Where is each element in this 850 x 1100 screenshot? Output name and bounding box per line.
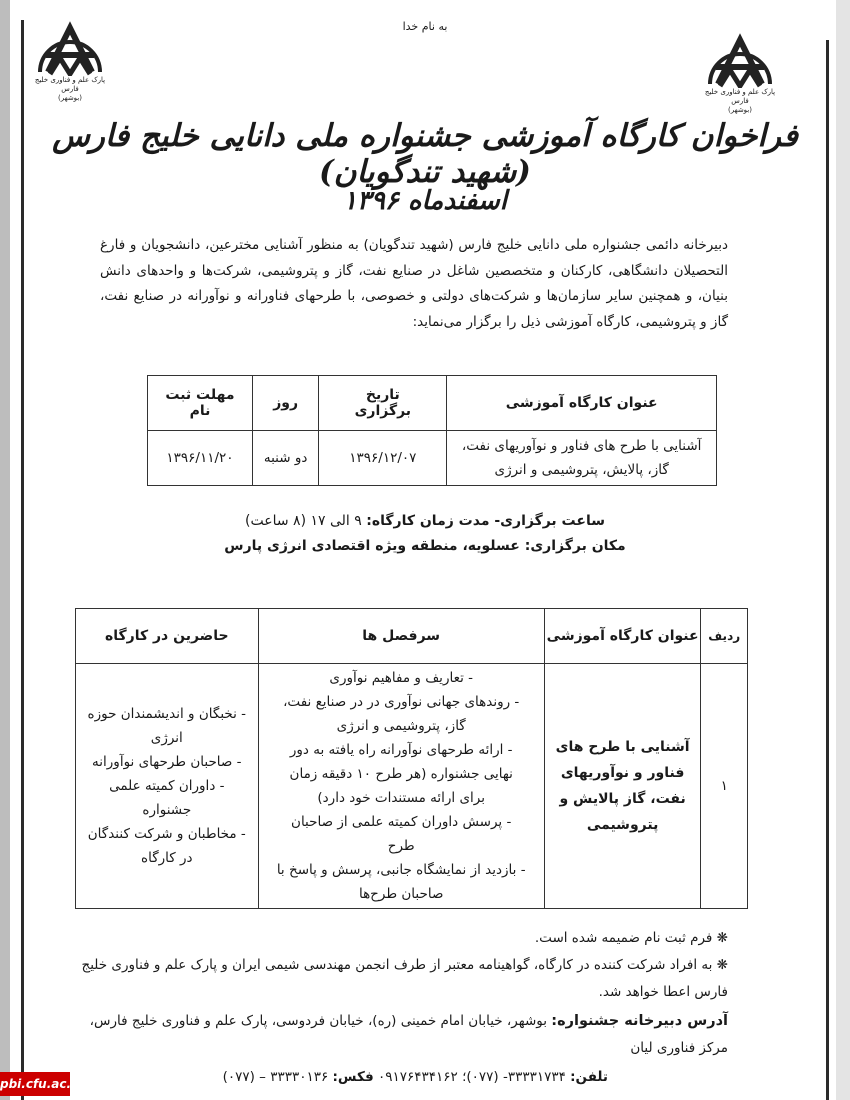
logo-caption: پارک علم و فناوری خلیج فارس (بوشهر): [704, 88, 776, 114]
header-date: تاریخ برگزاری: [319, 376, 447, 431]
topic-item: - بازدید از نمایشگاه جانبی، پرسش و پاسخ با صاحبان طرح‌ها: [276, 862, 526, 902]
header-title: عنوان کارگاه آموزشی: [447, 376, 717, 431]
header-attendees: حاضرین در کارگاه: [76, 609, 259, 664]
cell-topics: [258, 664, 544, 909]
topic-item: - روندهای جهانی نوآوری در در صنایع نفت، گاز، پتروشیمی و انرژی: [283, 694, 520, 734]
cell-date: ۱۳۹۶/۱۲/۰۷: [319, 431, 447, 486]
header-title: عنوان کارگاه آموزشی: [544, 609, 701, 664]
cell-attendees: [76, 664, 259, 909]
note-item: ❋ فرم ثبت نام ضمیمه شده است.: [534, 930, 728, 946]
header-topics: سرفصل ها: [258, 609, 544, 664]
attendee-item: - داوران کمیته علمی جشنواره: [109, 778, 225, 818]
workshop-time: ساعت برگزاری- مدت زمان کارگاه: ۹ الی ۱۷ (۸ ساعت): [245, 513, 605, 529]
document-title: فراخوان کارگاه آموزشی جشنواره ملی دانایی خلیج فارس (شهید تندگویان): [52, 118, 798, 190]
topic-item: - تعاریف و مفاهیم نوآوری: [329, 670, 474, 686]
note-item: ❋ به افراد شرکت کننده در کارگاه، گواهینامه معتبر از طرف انجمن مهندسی شیمی ایران و پارک علم و فناوری خلیج فارس اعطا خواهد شد.: [81, 957, 728, 1000]
attendee-item: - نخبگان و اندیشمندان حوزه انرژی: [87, 706, 247, 746]
workshop-place: مکان برگزاری: عسلویه، منطقه ویژه اقتصادی انرژی پارس: [224, 538, 626, 554]
cell-title: آشنایی با طرح های فناور و نوآوریهای نفت، گاز پالایش و پتروشیمی: [544, 664, 701, 909]
cell-deadline: ۱۳۹۶/۱۱/۲۰: [148, 431, 253, 486]
header-deadline: مهلت ثبت نام: [148, 376, 253, 431]
attendee-item: - مخاطبان و شرکت کنندگان در کارگاه: [87, 826, 246, 866]
watermark: pbi.cfu.ac.ir: [0, 1072, 70, 1096]
document-date: اسفندماه ۱۳۹۶: [342, 186, 508, 216]
topic-item: - پرسش داوران کمیته علمی از صاحبان طرح: [291, 814, 512, 854]
border-line-left: [21, 20, 24, 1100]
address: آدرس دبیرخانه جشنواره: بوشهر، خیابان امام خمینی (ره)، خیابان فردوسی، پارک علم و فناوری خلیج فارس، مرکز فناوری لیان: [89, 1013, 728, 1056]
intro-paragraph: دبیرخانه دائمی جشنواره ملی دانایی خلیج فارس (شهید تندگویان) به منظور آشنایی مخترعین، دانشجویان و فارغ التحصیلان دانشگاهی، کارکنان و متخصصین شاغل در صنایع نفت، گاز و پتروشیمی، شرکت‌ها و واحدهای دانش بنیان، و همچنین سایر سازمان‌ها و شرکت‌های دولتی و خصوصی، با طرحهای فناورانه و نوآورانه در صنایع نفت، گاز و پتروشیمی، کارگاه آموزشی ذیل را برگزار می‌نماید:: [100, 237, 728, 330]
attendee-item: - صاحبان طرحهای نوآورانه: [92, 754, 242, 770]
park-logo-right: [700, 30, 780, 115]
logo-caption: پارک علم و فناوری خلیج فارس (بوشهر): [34, 76, 106, 102]
header-day: روز: [252, 376, 318, 431]
cell-index: ۱: [701, 664, 748, 909]
notes-section: [78, 925, 728, 1091]
cell-title: آشنایی با طرح های فناور و نوآوریهای نفت، گاز، پالایش، پتروشیمی و انرژی: [447, 431, 717, 486]
schedule-table: [147, 375, 717, 486]
contact-line: تلفن: ۳۳۳۳۱۷۳۴- (۰۷۷)؛ ۰۹۱۷۶۴۳۴۱۶۲ فکس: ۳۳۳۳۰۱۳۶ – (۰۷۷): [222, 1069, 608, 1085]
header-index: ردیف: [701, 609, 748, 664]
cell-day: دو شنبه: [252, 431, 318, 486]
details-table: [75, 608, 748, 909]
bismillah: به نام خدا: [402, 20, 448, 33]
topic-item: - ارائه طرحهای نوآورانه راه یافته به دور نهایی جشنواره (هر طرح ۱۰ دقیقه زمان برای ارائه مستندات خود دارد): [289, 742, 513, 806]
